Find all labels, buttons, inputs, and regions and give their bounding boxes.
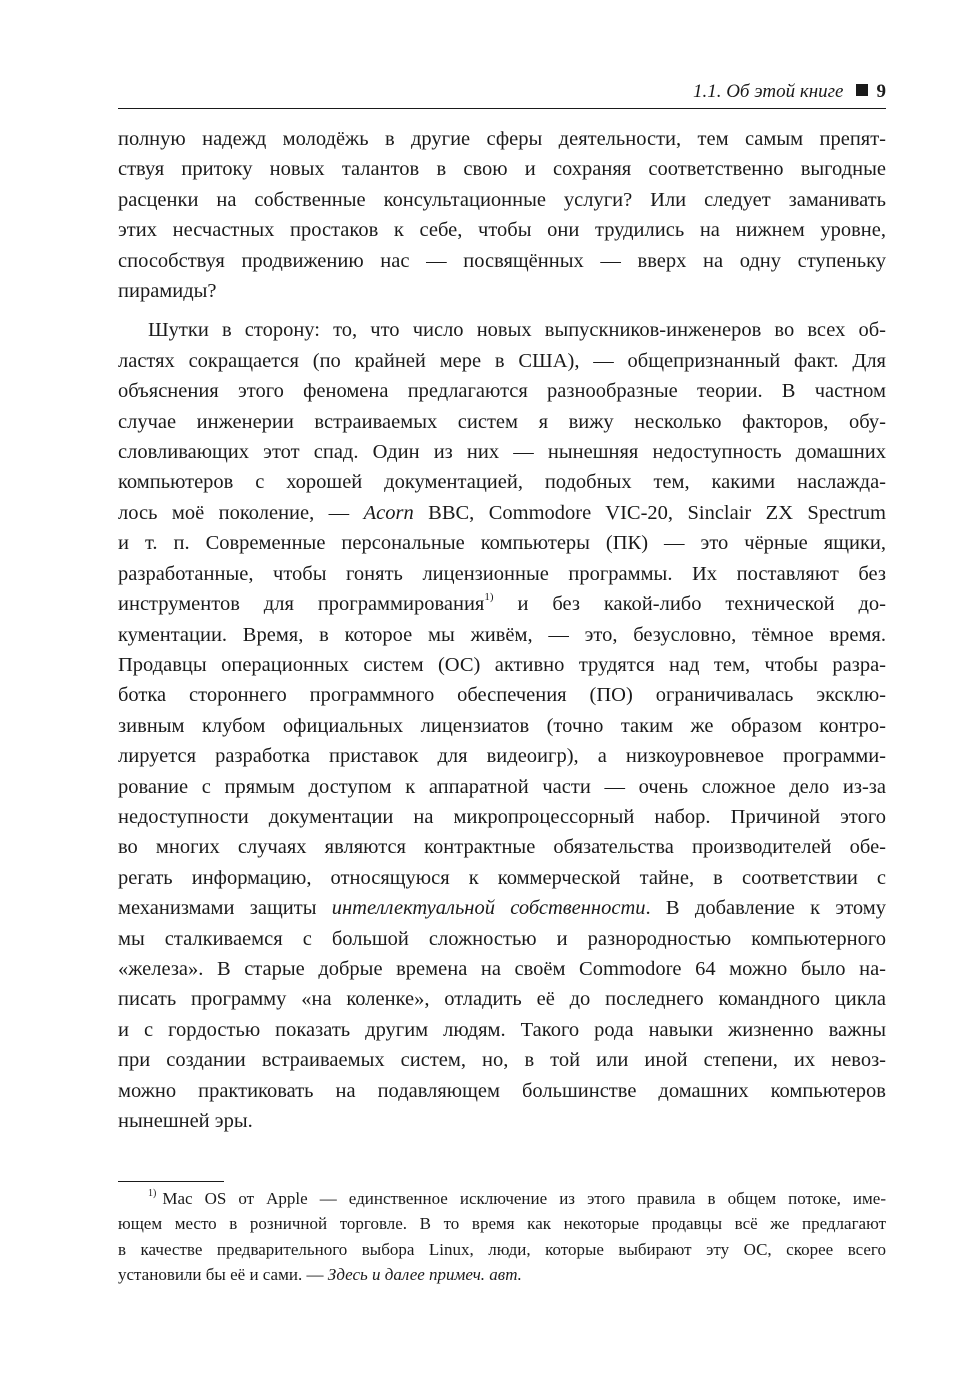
paragraph-1 [118, 124, 886, 306]
text-line: писать программу «на коленке», отладить её до последнего командного цикла [118, 988, 886, 1011]
footnote-line: ющем место в розничной торговле. В то время как некоторые продавцы всё же предлагают [118, 1214, 886, 1234]
footnote-line: в качестве предварительного выбора Linux, люди, которые выбирают эту ОС, скорее всего [118, 1239, 886, 1259]
text-line: механизмами защиты интеллектуальной собственности. В добавление к этому [118, 897, 886, 920]
text-line: ствуя притоку новых талантов в свою и сохраняя соответственно выгодные [118, 158, 886, 181]
text-line: при создании встраиваемых систем, но, в той или иной степени, их невоз- [118, 1049, 886, 1072]
italic-term: Acorn [363, 501, 414, 524]
text-line: объяснения этого феномена предлагаются разнообразные теории. В частном [118, 380, 886, 403]
text-line: компьютеров с хорошей документацией, подобных тем, какими наслажда- [118, 471, 886, 494]
text-line: мы сталкиваемся с большой сложностью и разнородностью компьютерного [118, 927, 886, 950]
text-line: способствуя продвижению нас — посвящённых — вверх на одну ступеньку [118, 249, 886, 272]
text-line: разработанные, чтобы гонять лицензионные программы. Их поставляют без [118, 562, 886, 585]
running-head-section-title: 1.1. Об этой книге [692, 81, 844, 102]
text-line: недоступности документации на микропроцессорный набор. Причиной этого [118, 805, 886, 828]
square-bullet-icon [856, 84, 868, 96]
text-line: лось моё поколение, — Acorn BBC, Commodore VIC-20, Sinclair ZX Spectrum [118, 501, 886, 524]
footnote-reference[interactable]: 1) [484, 591, 494, 604]
italic-attribution: Здесь и далее примеч. авт. [327, 1265, 522, 1285]
text-line: случае инженерии встраиваемых систем я вижу несколько факторов, обу- [118, 410, 886, 433]
text-line: Продавцы операционных систем (ОС) активно трудятся над тем, чтобы разра- [118, 653, 886, 676]
text-line: полную надежд молодёжь в другие сферы деятельности, тем самым препят- [118, 128, 886, 150]
footnote-rule [118, 1181, 224, 1182]
text-line: кументации. Время, в которое мы живём, — это, безусловно, тёмное время. [118, 623, 886, 646]
text-line: зивным клубом официальных лицензиатов (точно таким же образом контро- [118, 714, 886, 737]
header-rule [118, 108, 886, 109]
body-text [118, 124, 886, 1136]
footnote-line: $^{1)}$ Mac OS от Apple — единственное исключение из этого правила в общем потоке, име- [148, 1188, 886, 1208]
footnote-line: установили бы её и сами. — Здесь и далее примеч. авт. [118, 1265, 522, 1285]
text-line: этих несчастных простаков к себе, чтобы они трудились на нижнем уровне, [118, 219, 886, 242]
text-line: ластях сокращается (по крайней мере в США), — общепризнанный факт. Для [118, 349, 886, 372]
text-line: нынешней эры. [118, 1110, 253, 1132]
text-line: ботка стороннего программного обеспечения (ПО) ограничивалась эксклю- [118, 684, 886, 707]
footnote [118, 1186, 886, 1288]
footnote-marker: 1) [148, 1188, 157, 1199]
text-line: пирамиды? [118, 280, 217, 303]
text-line: расценки на собственные консультационные услуги? Или следует заманивать [118, 188, 886, 211]
text-line: и т. п. Современные персональные компьютеры (ПК) — это чёрные ящики, [118, 532, 886, 555]
text-line: Шутки в сторону: то, что число новых выпускников-инженеров во всех об- [148, 319, 886, 342]
text-line: инструментов для программирования$^{1)}$ и без какой-либо технической до- [118, 591, 886, 616]
text-line: рование с прямым доступом к аппаратной части — очень сложное дело из-за [118, 775, 886, 798]
running-head [693, 80, 886, 104]
italic-term: интеллектуальной собственности [331, 897, 646, 920]
text-line: словливающих этот спад. Один из них — нынешняя недоступность домашних [118, 441, 886, 464]
paragraph-2 [118, 315, 886, 1136]
text-line: «железа». В старые добрые времена на своём Commodore 64 можно было на- [118, 957, 886, 980]
text-line: лируется разработка приставок для видеоигр), а низкоуровневое программи- [118, 745, 886, 768]
text-line: можно практиковать на подавляющем большинстве домашних компьютеров [118, 1079, 886, 1102]
book-page [118, 0, 886, 1388]
text-line: во многих случаях являются контрактные обязательства производителей обе- [118, 836, 886, 859]
text-line: и с гордостью показать другим людям. Такого рода навыки жизненно важны [118, 1018, 886, 1041]
page-number: 9 [876, 81, 886, 102]
text-line: регать информацию, относящуюся к коммерческой тайне, в соответствии с [118, 866, 886, 889]
